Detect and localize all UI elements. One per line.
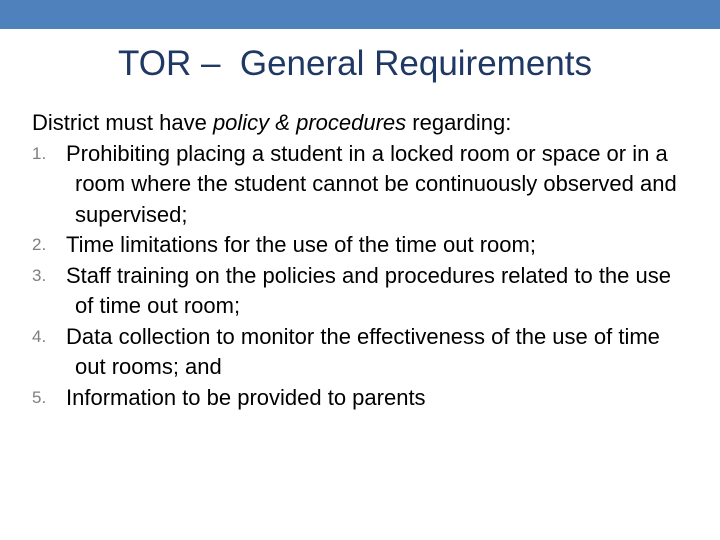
slide-title: TOR – General Requirements [117,44,592,83]
intro-emphasis: policy & procedures [212,110,407,135]
list-item [32,230,692,261]
slide-body [32,108,692,413]
item-number: 3. [32,265,47,285]
item-text: Staff training on the policies and procedures related to the use of time out room; [66,262,671,318]
list-item [32,261,692,322]
header-accent-bar [0,0,720,29]
item-text: Data collection to monitor the effectiveness of the use of time out rooms; and [66,323,660,379]
item-number: 4. [32,326,47,346]
requirements-list [32,139,692,414]
item-number: 2. [32,235,47,254]
item-text: Time limitations for the use of the time out room; [66,232,536,257]
item-number: 5. [32,387,47,407]
list-item [32,383,692,414]
item-number: 1. [32,143,47,163]
intro-text-before: District must have [32,110,213,135]
item-text: Information to be provided to parents [66,384,426,410]
list-item [32,139,692,231]
item-text: Prohibiting placing a student in a locked room or space or in a room where the student cannot be continuously observed and supervised; [66,140,677,227]
list-item [32,322,692,383]
intro-text-after: regarding: [406,110,512,135]
intro-line [32,108,692,139]
